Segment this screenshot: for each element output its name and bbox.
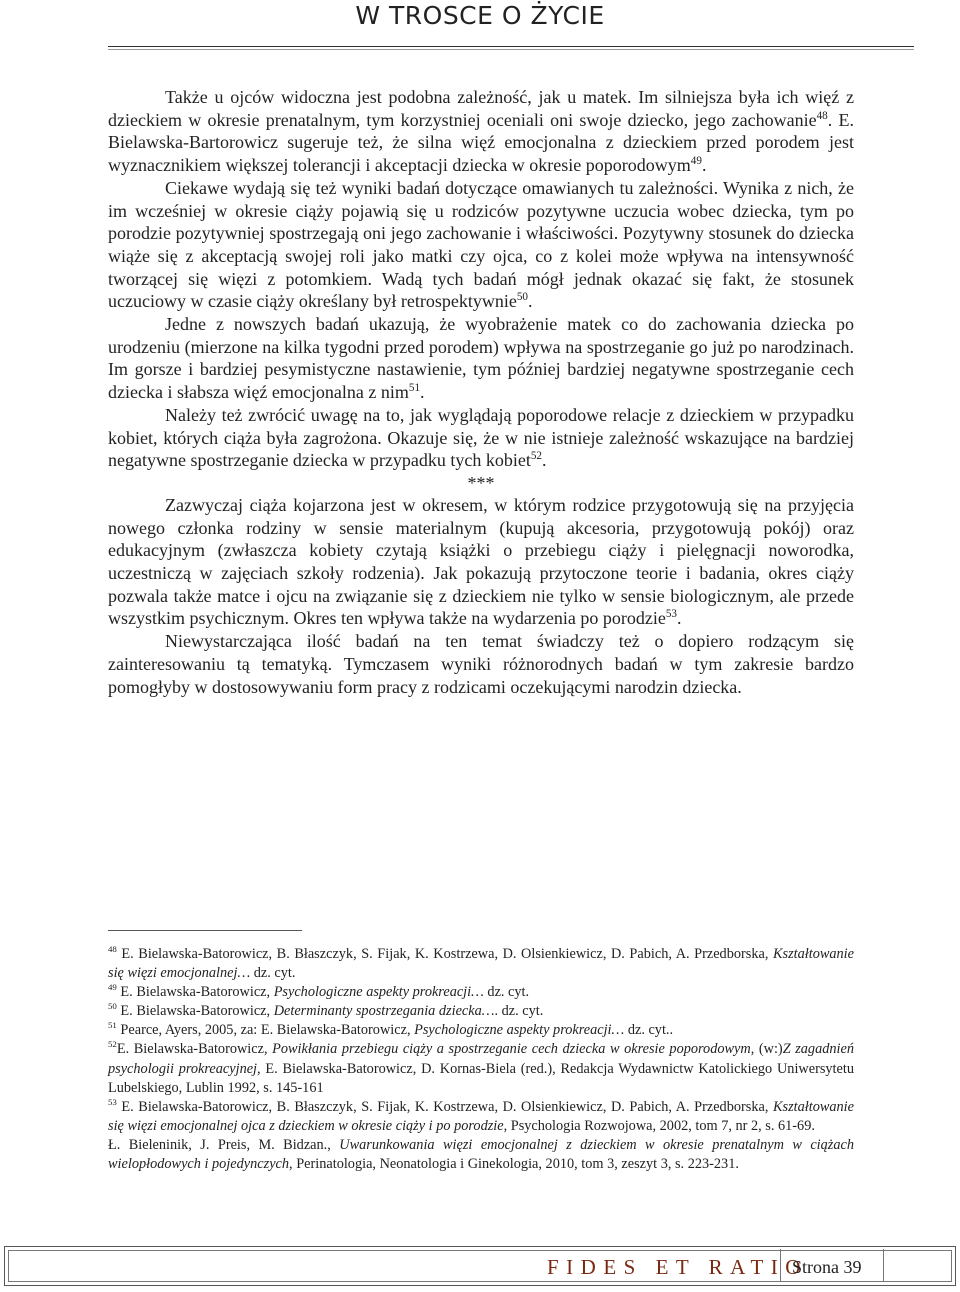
paragraph-5: Zazwyczaj ciąża kojarzona jest w okresem, w którym rodzice przygotowują się na przyjęcia nowego członka rodziny w sensie materialnym (kupują akcesoria, przygotowują pokój) oraz edukacyjnym (zwłaszcza kobiety czytają książki o przebiegu ciąży i pielęgnacji noworodka, uczestniczą w zajęciach szkoły rodzenia). Jak pokazują przytoczone teorie i badania, okres ciąży pozwala także matce i ojcu na związanie się z dzieckiem nie tylko w sensie biologicznym, ale przede wszystkim psychicznym. Okres ten wpływa także na wydarzenia po porodzie$^{53}$. [108, 494, 854, 629]
footnote-ref-50[interactable]: 50 [516, 291, 528, 304]
paragraph-1: Także u ojców widoczna jest podobna zależność, jak u matek. Im silniejsza była ich więź z dzieckiem w okresie prenatalnym, tym korzystniej oceniali oni swoje dziecko, jego zachowanie$^{48}$. E. Bielawska-Bartorowicz sugeruje też, że silna więź emocjonalna z dzieckiem przed porodem jest wyznacznikiem większej tolerancji i akceptacji dziecka w okresie poporodowym$^{49}$. [108, 87, 854, 176]
footnote-52: $^{52}$E. Bielawska-Batorowicz, Powikłania przebiegu ciąży a spostrzeganie cech dziecka w okresie poporodowym, (w:)Z zagadnień psychologii prokreacyjnej, E. Bielawska-Batorowicz, D. Kornas-Biela (red.), Redakcja Wydawnictw Katolickiego Uniwersytetu Lubelskiego, Lublin 1992, s. 145-161 [108, 1039, 854, 1096]
footnote-50: $^{50}$ E. Bielawska-Batorowicz, Determinanty spostrzegania dziecka…. dz. cyt. [108, 1001, 544, 1020]
footnote-48: $^{48}$ E. Bielawska-Batorowicz, B. Błaszczyk, S. Fijak, K. Kostrzewa, D. Olsienkiewicz, D. Pabich, A. Przedborska, Kształtowanie się więzi emocjonalnej… dz. cyt. [108, 944, 854, 982]
paragraph-3: Jedne z nowszych badań ukazują, że wyobrażenie matek co do zachowania dziecka po urodzeniu (mierzone na kilka tygodni przed porodem) wpływa na spostrzeganie go już po narodzinach. Im gorsze i bardziej pesymistyczne nastawienie, tym później bardziej negatywne spostrzeganie cech dziecka i słabsza więź emocjonalna z nim$^{51}$. [108, 314, 854, 403]
header-rule [108, 46, 914, 47]
footnote-49: $^{49}$ E. Bielawska-Batorowicz, Psychologiczne aspekty prokreacji… dz. cyt. [108, 982, 530, 1001]
section-separator: *** [467, 472, 495, 493]
footnote-ref-49[interactable]: 49 [690, 155, 702, 168]
footnote-ref-53[interactable]: 53 [665, 608, 677, 621]
footnote-53: $^{53}$ E. Bielawska-Batorowicz, B. Błaszczyk, S. Fijak, K. Kostrzewa, D. Olsienkiewicz, D. Pabich, A. Przedborska, Kształtowanie się więzi emocjonalnej ojca z dzieckiem w okresie ciąży i po porodzie, Psychologia Rozwojowa, 2002, tom 7, nr 2, s. 61-69. [108, 1096, 854, 1134]
footnote-ref-48[interactable]: 48 [816, 109, 828, 122]
footer-motto: FIDES ET RATIO [547, 1255, 808, 1279]
running-header-title: W TROSCE O ŻYCIE [355, 1, 605, 30]
page-number: Strona 39 [792, 1257, 862, 1277]
footnote-ref-51[interactable]: 51 [408, 382, 421, 395]
header-rule-secondary [108, 49, 914, 50]
footnotes [108, 945, 854, 1174]
footnote-additional: Ł. Bieleninik, J. Preis, M. Bidzan., Uwarunkowania więzi emocjonalnej z dzieckiem w okresie prenatalnym w ciążach wielopłodowych i pojedynczych, Perinatologia, Neonatologia i Ginekologia, 2010, tom 3, zeszyt 3, s. 223-231. [108, 1136, 854, 1173]
footnote-ref-52[interactable]: 52 [530, 450, 542, 463]
paragraph-2: Ciekawe wydają się też wyniki badań dotyczące omawianych tu zależności. Wynika z nich, że im wcześniej w okresie ciąży pojawią się u rodziców pozytywne uczucia wobec dziecka, tym po porodzie pozytywniej spostrzegają oni jego zachowanie i właściwości. Pozytywny stosunek do dziecka wiąże się z akceptacją swojej roli jako matki czy ojca, co z kolei może wpływa na intensywność tworzącej się więzi z potomkiem. Wadą tych badań mógł jednak okazać się fakt, że stosunek uczuciowy w czasie ciąży określany był retrospektywnie$^{50}$. [108, 177, 854, 312]
paragraph-6: Niewystarczająca ilość badań na ten temat świadczy też o dopiero rodzącym się zainteresowaniu tą tematyką. Tymczasem wyniki różnorodnych badań w tym zakresie bardzo pomogłyby w dostosowywaniu form pracy z rodzicami oczekującymi narodzin dziecka. [108, 631, 854, 697]
main-text [108, 86, 854, 698]
footnote-51: $^{51}$ Pearce, Ayers, 2005, za: E. Bielawska-Batorowicz, Psychologiczne aspekty prokreacji… dz. cyt.. [108, 1020, 674, 1039]
footnote-separator [108, 930, 302, 931]
paragraph-4: Należy też zwrócić uwagę na to, jak wyglądają poporodowe relacje z dzieckiem w przypadku kobiet, których ciąża była zagrożona. Okazuje się, że w nie istnieje zależność wskazujące na bardziej negatywne spostrzeganie dziecka w przypadku tych kobiet$^{52}$. [108, 404, 854, 471]
